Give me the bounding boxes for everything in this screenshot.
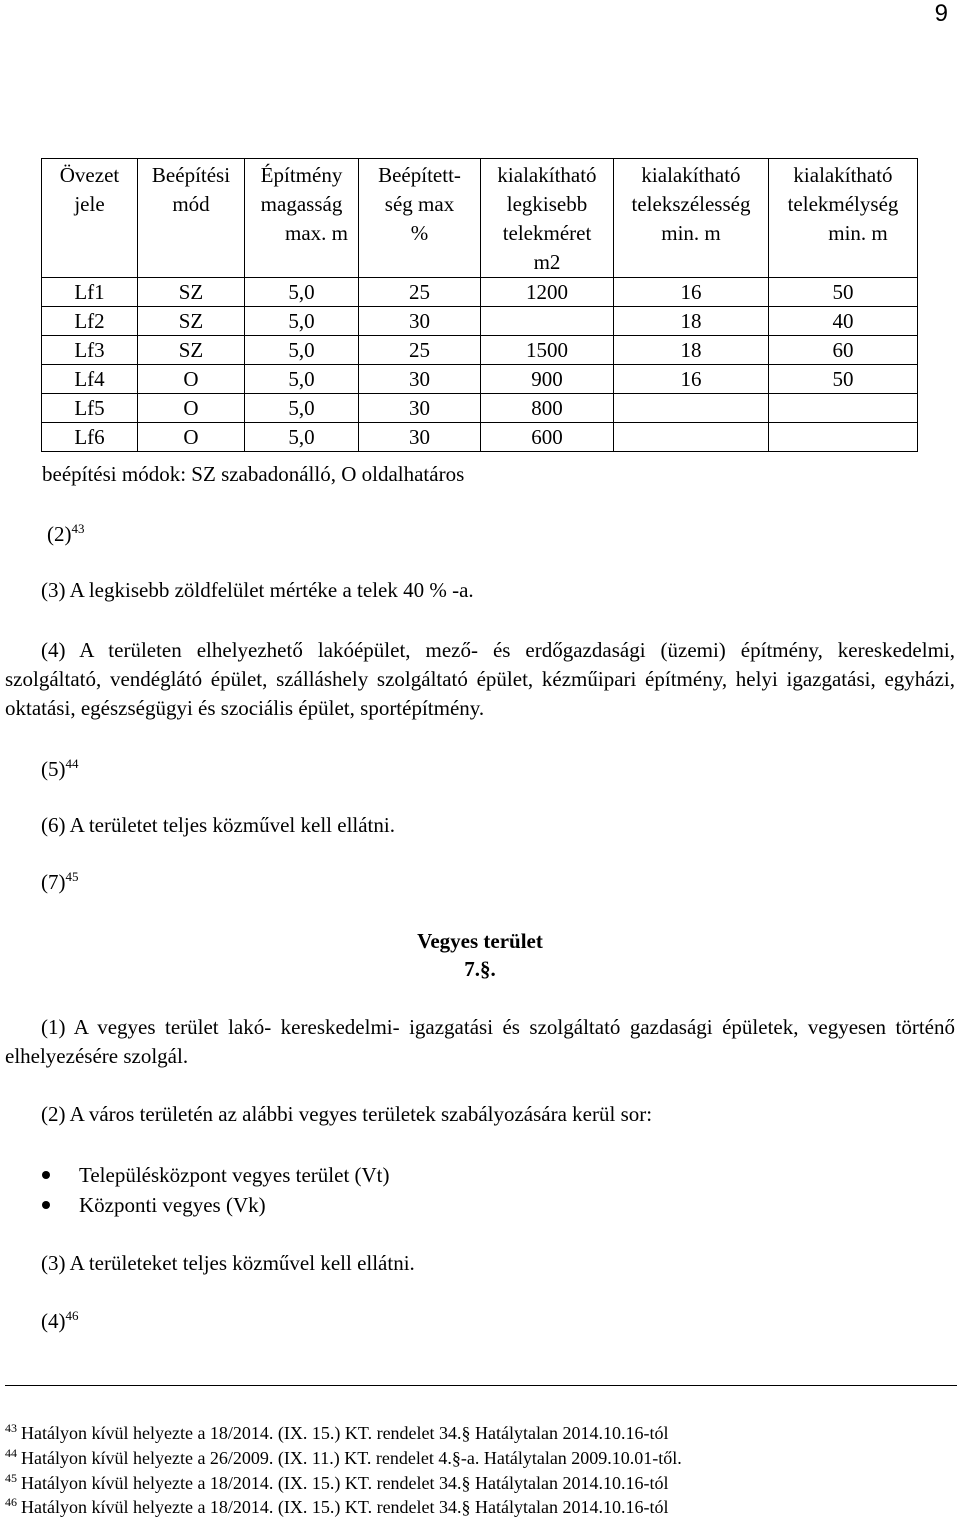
cell-lot-width: 16 (614, 278, 769, 307)
cell-zone-code: Lf5 (42, 394, 138, 423)
cell-height: 5,0 (245, 336, 359, 365)
footnote-44: $^{44}$ Hatályon kívül helyezte a 26/2009. (IX. 11.) KT. rendelet 4.§-a. Hatálytalan 2009.10.01-től. (5, 1446, 682, 1468)
cell-lot-depth (769, 394, 918, 423)
cell-lot-size: 1500 (481, 336, 614, 365)
cell-coverage: 30 (359, 307, 481, 336)
cell-height: 5,0 (245, 423, 359, 452)
header-zone-code: Övezet jele (42, 159, 138, 278)
cell-zone-code: Lf3 (42, 336, 138, 365)
cell-coverage: 30 (359, 423, 481, 452)
table-row (42, 365, 918, 394)
cell-lot-width (614, 423, 769, 452)
table-row (42, 423, 918, 452)
table-row (42, 278, 918, 307)
cell-zone-code: Lf1 (42, 278, 138, 307)
list-item-vk: Központi vegyes (Vk) (79, 1193, 266, 1217)
bullet-dot (42, 1171, 50, 1179)
table-legend: beépítési módok: SZ szabadonálló, O oldalhatáros (42, 462, 465, 486)
table-row (42, 336, 918, 365)
cell-zone-code: Lf6 (42, 423, 138, 452)
cell-zone-code: Lf2 (42, 307, 138, 336)
cell-building-mode: O (138, 394, 245, 423)
cell-lot-width: 18 (614, 307, 769, 336)
section-title: Vegyes terület (417, 929, 543, 953)
cell-building-mode: O (138, 365, 245, 394)
cell-building-mode: SZ (138, 307, 245, 336)
footnote-ref-46[interactable]: 46 (65, 1308, 79, 1323)
zoning-table (41, 158, 918, 452)
footnote-ref-43[interactable]: 43 (71, 521, 85, 536)
footnote-ref-45[interactable]: 45 (65, 869, 79, 884)
cell-coverage: 25 (359, 278, 481, 307)
cell-lot-depth: 50 (769, 365, 918, 394)
header-min-lot-size: kialakítható legkisebb telekméret m2 (481, 159, 614, 278)
cell-lot-depth: 60 (769, 336, 918, 365)
cell-height: 5,0 (245, 307, 359, 336)
header-min-lot-depth: kialakítható telekmélység min. m (769, 159, 918, 278)
section-number: 7.§. (464, 957, 496, 981)
cell-coverage: 25 (359, 336, 481, 365)
paragraph-3: (3) A legkisebb zöldfelület mértéke a telek 40 % -a. (41, 578, 474, 602)
header-building-mode: Beépítési mód (138, 159, 245, 278)
cell-lot-size: 600 (481, 423, 614, 452)
section-paragraph-2: (2) A város területén az alábbi vegyes területek szabályozására kerül sor: (41, 1102, 653, 1126)
cell-lot-depth (769, 423, 918, 452)
cell-lot-size: 900 (481, 365, 614, 394)
cell-height: 5,0 (245, 394, 359, 423)
cell-lot-size: 1200 (481, 278, 614, 307)
cell-height: 5,0 (245, 365, 359, 394)
cell-building-mode: SZ (138, 336, 245, 365)
cell-lot-depth: 50 (769, 278, 918, 307)
cell-coverage: 30 (359, 365, 481, 394)
footnote-46: $^{46}$ Hatályon kívül helyezte a 18/2014. (IX. 15.) KT. rendelet 34.§ Hatálytalan 2014.10.16-tól (5, 1495, 669, 1517)
footnote-45: $^{45}$ Hatályon kívül helyezte a 18/2014. (IX. 15.) KT. rendelet 34.§ Hatálytalan 2014.10.16-tól (5, 1471, 669, 1493)
paragraph-4: (4) A területen elhelyezhető lakóépület, mező- és erdőgazdasági (üzemi) építmény, kereskedelmi, szolgáltató, vendéglátó épület, szálláshely szolgáltató épület, kézműipari építmény, helyi igazgatási, egyházi, oktatási, egészségügyi és szociális épület, sportépítmény. (5, 638, 955, 720)
section-paragraph-3: (3) A területeket teljes közművel kell ellátni. (41, 1251, 415, 1275)
cell-lot-size (481, 307, 614, 336)
bullet-dot (42, 1201, 50, 1209)
cell-lot-width: 16 (614, 365, 769, 394)
footnote-ref-44[interactable]: 44 (65, 756, 79, 771)
paragraph-6: (6) A területet teljes közművel kell ellátni. (41, 813, 395, 837)
table-header-row (42, 159, 918, 278)
paragraph-7: $(7)^{45}$ (41, 869, 79, 894)
section-paragraph-1: (1) A vegyes terület lakó- kereskedelmi- igazgatási és szolgáltató gazdasági épületek, vegyesen történő elhelyezésére szolgál. (5, 1015, 955, 1068)
cell-lot-depth: 40 (769, 307, 918, 336)
cell-building-mode: O (138, 423, 245, 452)
cell-lot-size: 800 (481, 394, 614, 423)
paragraph-5: $(5)^{44}$ (41, 756, 79, 781)
cell-coverage: 30 (359, 394, 481, 423)
header-coverage: Beépített- ség max % (359, 159, 481, 278)
cell-zone-code: Lf4 (42, 365, 138, 394)
header-building-height: Építmény magasság max. m (245, 159, 359, 278)
list-item-vt: Településközpont vegyes terület (Vt) (79, 1163, 390, 1187)
header-min-lot-width: kialakítható telekszélesség min. m (614, 159, 769, 278)
table-row (42, 307, 918, 336)
footnote-separator (5, 1385, 957, 1386)
page-number: 9 (934, 0, 948, 27)
footnote-43: $^{43}$ Hatályon kívül helyezte a 18/2014. (IX. 15.) KT. rendelet 34.§ Hatálytalan 2014.10.16-tól (5, 1421, 669, 1443)
cell-building-mode: SZ (138, 278, 245, 307)
cell-lot-width (614, 394, 769, 423)
cell-height: 5,0 (245, 278, 359, 307)
section-paragraph-4: $(4)^{46}$ (41, 1308, 79, 1333)
paragraph-2: $(2)^{43}$ (47, 521, 85, 546)
table-row (42, 394, 918, 423)
cell-lot-width: 18 (614, 336, 769, 365)
